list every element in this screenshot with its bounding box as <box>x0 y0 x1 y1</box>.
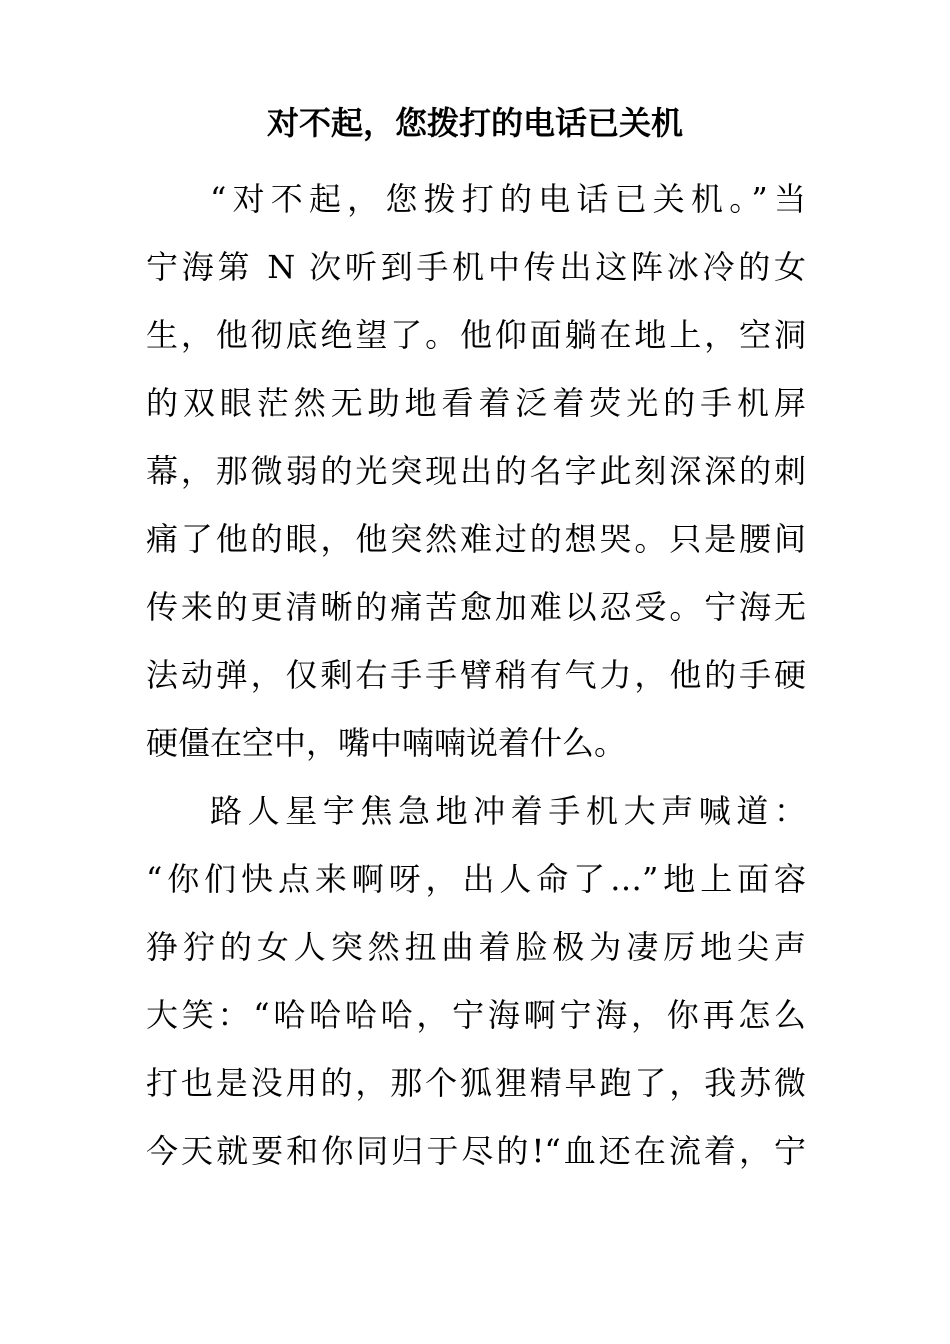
text-line: 宁海第 N 次听到手机中传出这阵冰冷的女 <box>146 248 806 286</box>
text-line: 狰狞的女人突然扭曲着脸极为凄厉地尖声 <box>146 928 806 966</box>
text-line: 生，他彻底绝望了。他仰面躺在地上，空洞 <box>146 316 806 354</box>
text-line: “对不起，您拨打的电话已关机。”当 <box>210 180 806 218</box>
text-line: “你们快点来啊呀，出人命了…”地上面容 <box>146 860 806 898</box>
text-line: 路人星宇焦急地冲着手机大声喊道： <box>210 792 806 830</box>
text-line: 幕，那微弱的光突现出的名字此刻深深的刺 <box>146 452 806 490</box>
text-line: 法动弹，仅剩右手手臂稍有气力，他的手硬 <box>146 656 806 694</box>
text-line: 硬僵在空中，嘴中喃喃说着什么。 <box>146 724 627 762</box>
document-body <box>146 165 806 1185</box>
text-line: 传来的更清晰的痛苦愈加难以忍受。宁海无 <box>146 588 806 626</box>
text-line: 打也是没用的，那个狐狸精早跑了，我苏微 <box>146 1064 806 1102</box>
text-line: 的双眼茫然无助地看着泛着荧光的手机屏 <box>146 384 806 422</box>
text-line: 痛了他的眼，他突然难过的想哭。只是腰间 <box>146 520 806 558</box>
document-title: 对不起，您拨打的电话已关机 <box>266 104 683 142</box>
text-line: 今天就要和你同归于尽的!“血还在流着，宁 <box>146 1132 806 1170</box>
text-line: 大笑：“哈哈哈哈，宁海啊宁海，你再怎么 <box>146 996 806 1034</box>
